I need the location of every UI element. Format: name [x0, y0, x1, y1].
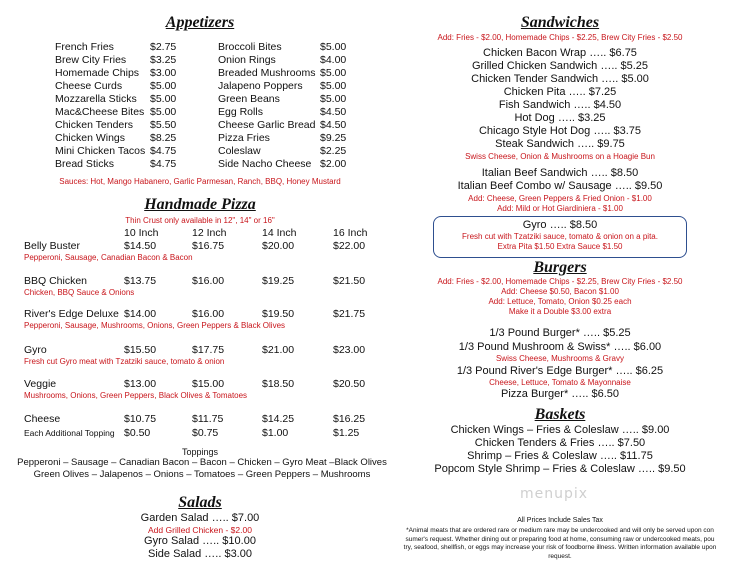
appetizer-price: $5.00: [150, 106, 177, 118]
salad-add-chicken: Add Grilled Chicken - $2.00: [148, 525, 252, 535]
pizza-size-label: 12 Inch: [192, 227, 227, 239]
salad-gyro: Gyro Salad ….. $10.00: [144, 535, 256, 547]
appetizer-name: Chicken Wings: [55, 132, 126, 144]
appetizer-price: $5.00: [150, 93, 177, 105]
sandwich-item: Grilled Chicken Sandwich ….. $5.25: [471, 60, 649, 72]
appetizer-name: Cheese Garlic Bread: [218, 119, 316, 131]
pizza-price: $16.00: [192, 308, 225, 320]
pizza-price: $18.50: [262, 378, 295, 390]
burger-item: 1/3 Pound River's Edge Burger* ….. $6.25: [456, 365, 664, 377]
sauces-note: Sauces: Hot, Mango Habanero, Garlic Parmesan, Ranch, BBQ, Honey Mustard: [59, 177, 341, 186]
disclaimer-line-2: sumer's request. Whether dining out or preparing food at home, consuming raw or undercooked meats, pou: [405, 535, 715, 543]
toppings-line-1: Pepperoni – Sausage – Canadian Bacon – Bacon – Chicken – Gyro Meat –Black Olives: [17, 457, 387, 468]
watermark-logo: menupix: [520, 486, 589, 502]
sandwich-item: Steak Sandwich ….. $9.75: [495, 138, 625, 150]
extra-topping-price: $0.50: [124, 427, 151, 439]
pizza-price: $13.75: [124, 275, 157, 287]
basket-item: Chicken Wings – Fries & Coleslaw ….. $9.00: [450, 424, 670, 436]
appetizer-name: Homemade Chips: [55, 67, 140, 79]
pizza-price: $22.00: [333, 240, 366, 252]
gyro-extra: Extra Pita $1.50 Extra Sauce $1.50: [497, 242, 623, 251]
disclaimer: [370, 527, 750, 561]
appetizer-name: Chicken Tenders: [55, 119, 134, 131]
pizza-size-label: 16 Inch: [333, 227, 368, 239]
sandwiches-title: Sandwiches: [520, 14, 600, 31]
appetizer-name: Breaded Mushrooms: [218, 67, 316, 79]
pizza-desc: Mushrooms, Onions, Green Peppers, Black Olives & Tomatoes: [24, 391, 248, 400]
burger-add-cheese: Add: Cheese $0.50, Bacon $1.00: [501, 287, 619, 296]
pizza-price: $21.50: [333, 275, 366, 287]
pizza-price: $21.00: [262, 344, 295, 356]
steak-note: Swiss Cheese, Onion & Mushrooms on a Hoagie Bun: [465, 152, 655, 161]
italian-beef-sandwich: Italian Beef Sandwich ….. $8.50: [481, 167, 639, 179]
extra-topping-price: $1.00: [262, 427, 289, 439]
baskets-title: Baskets: [534, 406, 586, 423]
disclaimer-line-1: *Animal meats that are ordered rare or medium rare may be undercooked and will only be served upon con: [406, 527, 714, 534]
appetizer-name: Onion Rings: [218, 54, 276, 66]
sandwich-item: Chicago Style Hot Dog ….. $3.75: [478, 125, 642, 137]
burger-note: Cheese, Lettuce, Tomato & Mayonnaise: [489, 378, 631, 387]
appetizers-title: Appetizers: [165, 14, 235, 31]
sandwich-item: Chicken Tender Sandwich ….. $5.00: [471, 73, 649, 85]
pizza-size-label: 10 Inch: [124, 227, 159, 239]
extra-topping-price: $0.75: [192, 427, 219, 439]
sandwich-item: Fish Sandwich ….. $4.50: [498, 99, 622, 111]
appetizer-price: $9.25: [320, 132, 347, 144]
sandwich-item: Chicken Pita ….. $7.25: [503, 86, 617, 98]
basket-item: Popcom Style Shrimp – Fries & Coleslaw ….. $9.50: [434, 463, 686, 475]
appetizer-price: $2.00: [320, 158, 347, 170]
appetizer-name: Broccoli Bites: [218, 41, 282, 53]
pizza-name: Cheese: [24, 413, 61, 425]
pizza-name: River's Edge Deluxe: [24, 308, 119, 320]
pizza-price: $15.00: [192, 378, 225, 390]
appetizer-price: $5.50: [150, 119, 177, 131]
appetizer-name: Pizza Fries: [218, 132, 270, 144]
basket-item: Shrimp – Fries & Coleslaw ….. $11.75: [467, 450, 653, 462]
sales-tax-note: All Prices Include Sales Tax: [517, 517, 603, 524]
disclaimer-line-4: request.: [548, 552, 572, 560]
burger-item: 1/3 Pound Mushroom & Swiss* ….. $6.00: [458, 341, 662, 353]
pizza-price: $16.25: [333, 413, 366, 425]
pizza-desc: Chicken, BBQ Sauce & Onions: [24, 288, 135, 297]
pizza-price: $14.50: [124, 240, 157, 252]
pizza-price: $13.00: [124, 378, 157, 390]
pizza-name: Veggie: [24, 378, 57, 390]
toppings-line-2: Green Olives – Jalapenos – Onions – Tomatoes – Green Peppers – Mushrooms: [33, 469, 371, 480]
gyro-sandwich: Gyro ….. $8.50: [522, 219, 598, 231]
extra-topping-label: Each Additional Topping: [24, 428, 115, 438]
appetizer-name: Bread Sticks: [55, 158, 114, 170]
pizza-name: BBQ Chicken: [24, 275, 88, 287]
appetizer-price: $2.25: [320, 145, 347, 157]
appetizer-price: $4.50: [320, 106, 347, 118]
beef-note-1: Add: Cheese, Green Peppers & Fried Onion - $1.00: [468, 194, 652, 203]
appetizer-price: $5.00: [320, 93, 347, 105]
appetizer-name: French Fries: [55, 41, 114, 53]
appetizer-name: Cheese Curds: [55, 80, 123, 92]
salads-title: Salads: [178, 494, 222, 511]
pizza-price: $11.75: [192, 413, 224, 425]
italian-beef-combo: Italian Beef Combo w/ Sausage ….. $9.50: [457, 180, 663, 192]
pizza-price: $15.50: [124, 344, 157, 356]
basket-item: Chicken Tenders & Fries ….. $7.50: [474, 437, 646, 449]
appetizer-name: Mac&Cheese Bites: [55, 106, 145, 118]
appetizer-name: Egg Rolls: [218, 106, 263, 118]
pizza-price: $10.75: [124, 413, 157, 425]
appetizer-price: $4.50: [320, 119, 347, 131]
pizza-price: $19.50: [262, 308, 295, 320]
burger-add-veg: Add: Lettuce, Tomato, Onion $0.25 each: [488, 297, 632, 306]
burger-note: Swiss Cheese, Mushrooms & Gravy: [495, 354, 625, 363]
sandwiches-adds: Add: Fries - $2.00, Homemade Chips - $2.25, Brew City Fries - $2.50: [437, 33, 683, 42]
appetizer-price: $4.75: [150, 158, 177, 170]
pizza-price: $14.25: [262, 413, 295, 425]
appetizer-name: Coleslaw: [218, 145, 261, 157]
appetizer-name: Side Nacho Cheese: [218, 158, 312, 170]
pizza-price: $23.00: [333, 344, 366, 356]
appetizer-price: $3.00: [150, 67, 177, 79]
appetizer-price: $4.00: [320, 54, 347, 66]
salad-garden: Garden Salad ….. $7.00: [140, 512, 260, 524]
appetizer-price: $3.25: [150, 54, 177, 66]
pizza-price: $19.25: [262, 275, 295, 287]
appetizer-name: Mini Chicken Tacos: [55, 145, 146, 157]
burger-double: Make it a Double $3.00 extra: [508, 307, 612, 316]
appetizer-name: Green Beans: [218, 93, 280, 105]
pizza-name: Gyro: [24, 344, 47, 356]
pizza-price: $21.75: [333, 308, 366, 320]
beef-note-2: Add: Mild or Hot Giardiniera - $1.00: [497, 204, 623, 213]
pizza-desc: Pepperoni, Sausage, Mushrooms, Onions, Green Peppers & Black Olives: [24, 321, 286, 330]
appetizer-price: $5.00: [320, 41, 347, 53]
pizza-size-label: 14 Inch: [262, 227, 297, 239]
appetizer-name: Brew City Fries: [55, 54, 127, 66]
appetizer-price: $8.25: [150, 132, 177, 144]
sandwich-item: Hot Dog ….. $3.25: [514, 112, 606, 124]
burgers-title: Burgers: [533, 259, 587, 276]
pizza-price: $16.00: [192, 275, 225, 287]
pizza-price: $20.50: [333, 378, 366, 390]
pizza-desc: Fresh cut Gyro meat with Tzatziki sauce, tomato & onion: [24, 357, 225, 366]
salad-side: Side Salad ….. $3.00: [148, 548, 252, 560]
pizza-name: Belly Buster: [24, 240, 81, 252]
appetizer-price: $5.00: [320, 80, 347, 92]
burger-item: 1/3 Pound Burger* ….. $5.25: [489, 327, 631, 339]
appetizer-price: $4.75: [150, 145, 177, 157]
pizza-price: $14.00: [124, 308, 157, 320]
pizza-price: $20.00: [262, 240, 295, 252]
sandwich-item: Chicken Bacon Wrap ….. $6.75: [483, 47, 637, 59]
appetizer-price: $2.75: [150, 41, 177, 53]
appetizer-name: Mozzarella Sticks: [55, 93, 137, 105]
pizza-price: $16.75: [192, 240, 225, 252]
appetizer-name: Jalapeno Poppers: [218, 80, 303, 92]
pizza-desc: Pepperoni, Sausage, Canadian Bacon & Bacon: [24, 253, 193, 262]
burger-item: Pizza Burger* ….. $6.50: [500, 388, 619, 400]
gyro-desc: Fresh cut with Tzatziki sauce, tomato & onion on a pita.: [462, 232, 658, 241]
appetizer-price: $5.00: [150, 80, 177, 92]
burger-add-sides: Add: Fries - $2.00, Homemade Chips - $2.25, Brew City Fries - $2.50: [437, 277, 683, 286]
pizza-price: $17.75: [192, 344, 225, 356]
appetizer-price: $5.00: [320, 67, 347, 79]
toppings-title: Toppings: [181, 447, 219, 457]
thin-crust-note: Thin Crust only available in 12", 14" or 16": [125, 216, 275, 225]
extra-topping-price: $1.25: [333, 427, 360, 439]
pizza-title: Handmade Pizza: [144, 196, 256, 213]
disclaimer-line-3: try, seafood, shellfish, or eggs may increase your risk of foodborne illness. Written information available upon: [403, 544, 717, 551]
